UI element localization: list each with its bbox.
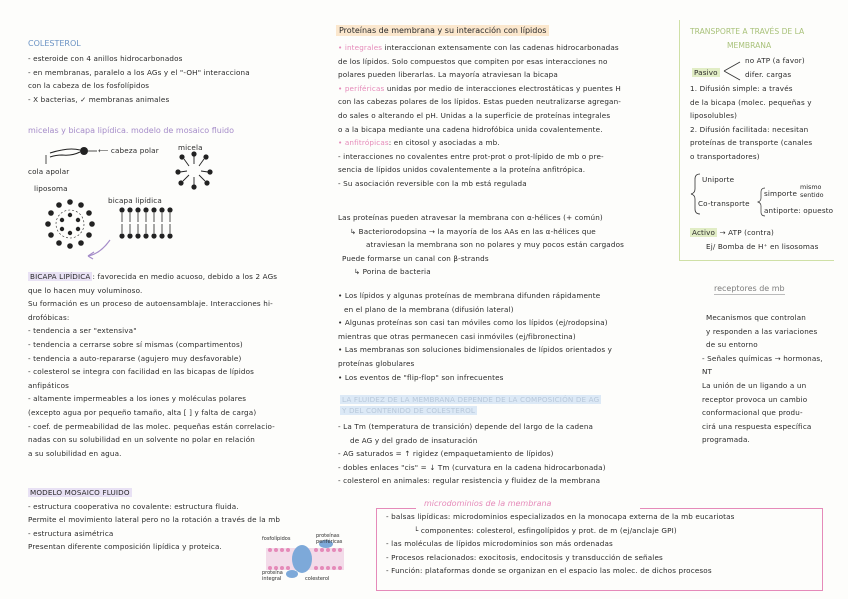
microdominios-line: └ componentes: colesterol, esfingolípidos y prot. de m (ej/anclaje GPI) bbox=[414, 525, 677, 535]
antiporte: antiporte: opuesto bbox=[764, 206, 834, 215]
helices-line: Puede formarse un canal con β-strands bbox=[342, 253, 489, 263]
transporte-line: 1. Difusión simple: a través bbox=[690, 84, 793, 93]
lipid-structures-drawing bbox=[22, 138, 322, 268]
receptores-line: cirá una respuesta específica bbox=[702, 421, 812, 431]
integral-protein-icon bbox=[292, 545, 312, 573]
receptores-title-wrap bbox=[714, 284, 785, 293]
proteinas-line: polares pueden liberarlas. La mayoría atraviesan la bicapa bbox=[338, 70, 558, 80]
mismo-sentido: mismo sentido bbox=[800, 183, 824, 199]
bicapa-line: a su solubilidad en agua. bbox=[28, 448, 122, 458]
fluidez-title bbox=[340, 393, 601, 417]
bicapa-line: nadas con su solubilidad en un solvente no polar en relación bbox=[28, 435, 255, 445]
colesterol-title: COLESTEROL bbox=[28, 39, 81, 48]
colesterol-text bbox=[28, 52, 250, 106]
fluidez-title-1: LA FLUIDEZ DE LA MEMBRANA DEPENDE DE LA COMPOSICIÓN DE AG bbox=[342, 395, 600, 404]
transporte-pasivo-list bbox=[690, 82, 812, 164]
proteinas-line: o a la bicapa mediante una cadena hidrofóbica unida covalentemente. bbox=[338, 124, 603, 134]
bicapa-line: - tendencia a cerrarse sobre sí mismas (compartimentos) bbox=[28, 339, 243, 349]
receptores-line: conformacional que produ- bbox=[702, 408, 803, 418]
transporte-line: de la bicapa (molec. pequeñas y bbox=[690, 97, 812, 107]
bicapa-line: - colesterol se integra con facilidad en las bicapas de lípidos bbox=[28, 367, 255, 377]
transporte-border-left bbox=[679, 20, 681, 260]
mosaico-line: Permite el movimiento lateral pero no la rotación a través de la mb bbox=[28, 515, 281, 525]
proteinas-line: - Su asociación reversible con la mb está regulada bbox=[338, 178, 527, 188]
difusion-bullets bbox=[338, 289, 612, 384]
bullet-line: • Los eventos de "flip-flop" son infrecuentes bbox=[338, 372, 504, 382]
kw-anfitropicas: • anfitrópicas bbox=[338, 138, 389, 148]
bicapa-line: - altamente impermeables a los iones y moléculas polares bbox=[28, 394, 247, 404]
helices-line: ↳ Porina de bacteria bbox=[354, 267, 431, 277]
transporte-line: o transportadores) bbox=[690, 151, 760, 161]
mosaico-line: - estructura asimétrica bbox=[28, 528, 114, 538]
transporte-border-bottom bbox=[679, 260, 834, 261]
simporte: simporte bbox=[764, 189, 798, 198]
colesterol-line: - en membranas, paralelo a los AGs y el "-OH" interacciona bbox=[28, 67, 250, 77]
receptores-line: receptor provoca un cambio bbox=[702, 394, 808, 404]
bicapa-line: Su formación es un proceso de autoensamblaje. Interacciones hi- bbox=[28, 299, 273, 309]
bicapa-line: - tendencia a ser "extensiva" bbox=[28, 326, 137, 336]
proteinas-line: do sales o alterando el pH. Unidas a la superficie de proteínas integrales bbox=[338, 110, 611, 120]
bicapa-title: BICAPA LIPÍDICA bbox=[30, 272, 91, 281]
bicapa-section bbox=[28, 270, 277, 460]
transporte-title-1: TRANSPORTE A TRAVÉS DE LA bbox=[690, 27, 805, 36]
microdominios-line: - Función: plataformas donde se organizan en el espacio las molec. de dichos procesos bbox=[386, 566, 712, 576]
kw-integrales: • integrales bbox=[338, 43, 383, 52]
microdominios-line: - las moléculas de lípidos microdominios son más ordenadas bbox=[386, 539, 613, 549]
microdominios-title: microdominios de la membrana bbox=[424, 499, 552, 508]
receptores-line: y responden a las variaciones bbox=[706, 326, 818, 336]
transporte-line: liposolubles) bbox=[690, 111, 738, 121]
bullet-line: • Los lípidos y algunas proteínas de membrana difunden rápidamente bbox=[338, 291, 601, 300]
bicapa-line: drofóbicas: bbox=[28, 312, 70, 322]
label-liposoma: liposoma bbox=[34, 184, 68, 193]
transporte-line: 2. Difusión facilitada: necesitan bbox=[690, 124, 809, 134]
receptores-line: programada. bbox=[702, 435, 750, 445]
micelas-title: micelas y bicapa lipídica. modelo de mosaico fluido bbox=[28, 126, 235, 135]
bullet-line: proteínas globulares bbox=[338, 358, 415, 368]
bicapa-line: anfipáticos bbox=[28, 380, 70, 390]
fluidez-line: - colesterol en animales: regular resistencia y fluidez de la membrana bbox=[338, 476, 601, 486]
liposoma-icon bbox=[45, 199, 95, 249]
helices-line: atraviesan la membrana son no polares y muy pocos están cargados bbox=[366, 240, 625, 250]
fluidez-line: - dobles enlaces "cis" = ↓ Tm (curvatura en la cadena hidrocarbonada) bbox=[338, 462, 606, 472]
transporte-title-2: MEMBRANA bbox=[727, 41, 772, 50]
microdominios-line: - balsas lipídicas: microdominios especializados en la monocapa externa de la mb eucariotas bbox=[386, 512, 735, 521]
mosaico-line: - estructura cooperativa no covalente: estructura fluida. bbox=[28, 501, 239, 511]
label-colesterol-fig: colesterol bbox=[305, 576, 330, 582]
receptores-line: - Señales químicas → hormonas, bbox=[702, 353, 823, 363]
difer-cargas: difer. cargas bbox=[745, 70, 792, 79]
receptores-line: NT bbox=[702, 367, 713, 377]
microdominios-section bbox=[386, 510, 735, 578]
mosaico-title: MODELO MOSAICO FLUIDO bbox=[30, 488, 130, 497]
bicapa-icon bbox=[119, 207, 172, 238]
microdominios-box-top-left bbox=[376, 508, 416, 509]
bicapa-line: (excepto agua por pequeño tamaño, alta [ ] y falta de carga) bbox=[28, 407, 257, 417]
transporte-line: proteínas de transporte (canales bbox=[690, 138, 813, 148]
activo-row bbox=[690, 226, 774, 240]
proteinas-title-wrap bbox=[336, 26, 549, 35]
bullet-line: en el plano de la membrana (difusión lateral) bbox=[344, 304, 514, 314]
bullet-line: mientras que otras permanecen casi inmóviles (ej/fibronectina) bbox=[338, 331, 576, 341]
lipid-molecule-icon bbox=[46, 147, 97, 164]
bullet-line: • Las membranas son soluciones bidimensionales de lípidos orientados y bbox=[338, 345, 613, 355]
activo-atp: → ATP (contra) bbox=[719, 228, 775, 237]
label-bicapa: bicapa lipídica bbox=[108, 196, 162, 205]
mosaico-section bbox=[28, 486, 280, 554]
branch-arrows-icon bbox=[722, 58, 744, 84]
helices-line: ↳ Bacteriorodopsina → la mayoría de los AAs en las α-hélices que bbox=[350, 226, 596, 236]
proteinas-line: de los lípidos. Solo compuestos que compiten por esas interacciones no bbox=[338, 56, 608, 66]
cotransporte: Co-transporte bbox=[698, 199, 750, 208]
proteinas-line: interaccionan extensamente con las cadenas hidrocarbonadas bbox=[382, 43, 619, 52]
proteinas-line: : en citosol y asociadas a mb. bbox=[388, 138, 500, 148]
receptores-line: de su entorno bbox=[706, 340, 758, 350]
kw-perifericas: • periféricas bbox=[338, 83, 385, 93]
label-integral: proteína integral bbox=[262, 570, 283, 582]
bomba-ejemplo: Ej/ Bomba de H⁺ en lisosomas bbox=[706, 242, 819, 251]
microdominios-box-top-right bbox=[640, 508, 822, 509]
colesterol-line: - esteroide con 4 anillos hidrocarbonados bbox=[28, 54, 183, 63]
bicapa-line: - tendencia a auto-repararse (agujero muy desfavorable) bbox=[28, 353, 242, 363]
fluidez-line: de AG y del grado de insaturación bbox=[350, 435, 478, 445]
proteinas-line: unidas por medio de interacciones electrostáticas y puentes H bbox=[384, 83, 621, 93]
fluidez-line: - AG saturados = ↑ rigidez (empaquetamiento de lípidos) bbox=[338, 449, 554, 459]
bicapa-line: que lo hacen muy voluminoso. bbox=[28, 285, 143, 295]
pasivo-label: Pasivo bbox=[694, 68, 718, 77]
uniporte: Uniporte bbox=[702, 175, 735, 184]
mosaico-line: Presentan diferente composición lipídica y proteica. bbox=[28, 542, 222, 552]
receptores-line: Mecanismos que controlan bbox=[706, 313, 807, 322]
proteinas-line: sencia de lípidos unidos covalentemente a la proteína anfitrópica. bbox=[338, 165, 586, 175]
proteinas-line: - interacciones no covalentes entre prot-prot o prot-lípido de mb o pre- bbox=[338, 151, 604, 161]
colesterol-line: - X bacterias, ✓ membranas animales bbox=[28, 94, 170, 104]
activo-label: Activo bbox=[692, 228, 716, 237]
label-cola-apolar: cola apolar bbox=[28, 167, 70, 176]
proteinas-section bbox=[338, 41, 621, 191]
label-cabeza-polar: ⟵ cabeza polar bbox=[98, 146, 159, 155]
bullet-line: • Algunas proteínas son casi tan móviles como los lípidos (ej/rodopsina) bbox=[338, 318, 608, 328]
receptores-line: La unión de un ligando a un bbox=[702, 380, 807, 390]
fluidez-line: - La Tm (temperatura de transición) depende del largo de la cadena bbox=[338, 422, 594, 431]
colesterol-line: con la cabeza de los fosfolípidos bbox=[28, 81, 150, 91]
helices-line: Las proteínas pueden atravesar la membrana con α-hélices (+ común) bbox=[338, 213, 603, 222]
bicapa-line: : favorecida en medio acuoso, debido a los 2 AGs bbox=[92, 272, 278, 281]
receptores-title: receptores de mb bbox=[714, 284, 785, 293]
bicapa-line: - coef. de permeabilidad de las molec. pequeñas están correlacio- bbox=[28, 421, 275, 431]
no-atp: no ATP (a favor) bbox=[745, 56, 805, 65]
fluidez-title-2: Y DEL CONTENIDO DE COLESTEROL bbox=[342, 405, 476, 415]
helices-section bbox=[338, 211, 624, 279]
receptores-section bbox=[702, 311, 823, 447]
fluidez-section bbox=[338, 420, 606, 488]
microdominios-line: - Procesos relacionados: exocitosis, endocitosis y transducción de señales bbox=[386, 552, 663, 562]
micela-icon bbox=[175, 151, 212, 189]
label-perifericas: proteínas periféricas bbox=[316, 533, 343, 545]
pasivo-label-wrap bbox=[692, 66, 720, 80]
label-micela: micela bbox=[178, 143, 203, 152]
proteinas-title: Proteínas de membrana y su interacción con lípidos bbox=[336, 25, 549, 36]
proteinas-line: con las cabezas polares de los lípidos. Estas pueden neutralizarse agregan- bbox=[338, 97, 622, 107]
label-fosfolipidos: fosfolípidos bbox=[262, 536, 291, 542]
